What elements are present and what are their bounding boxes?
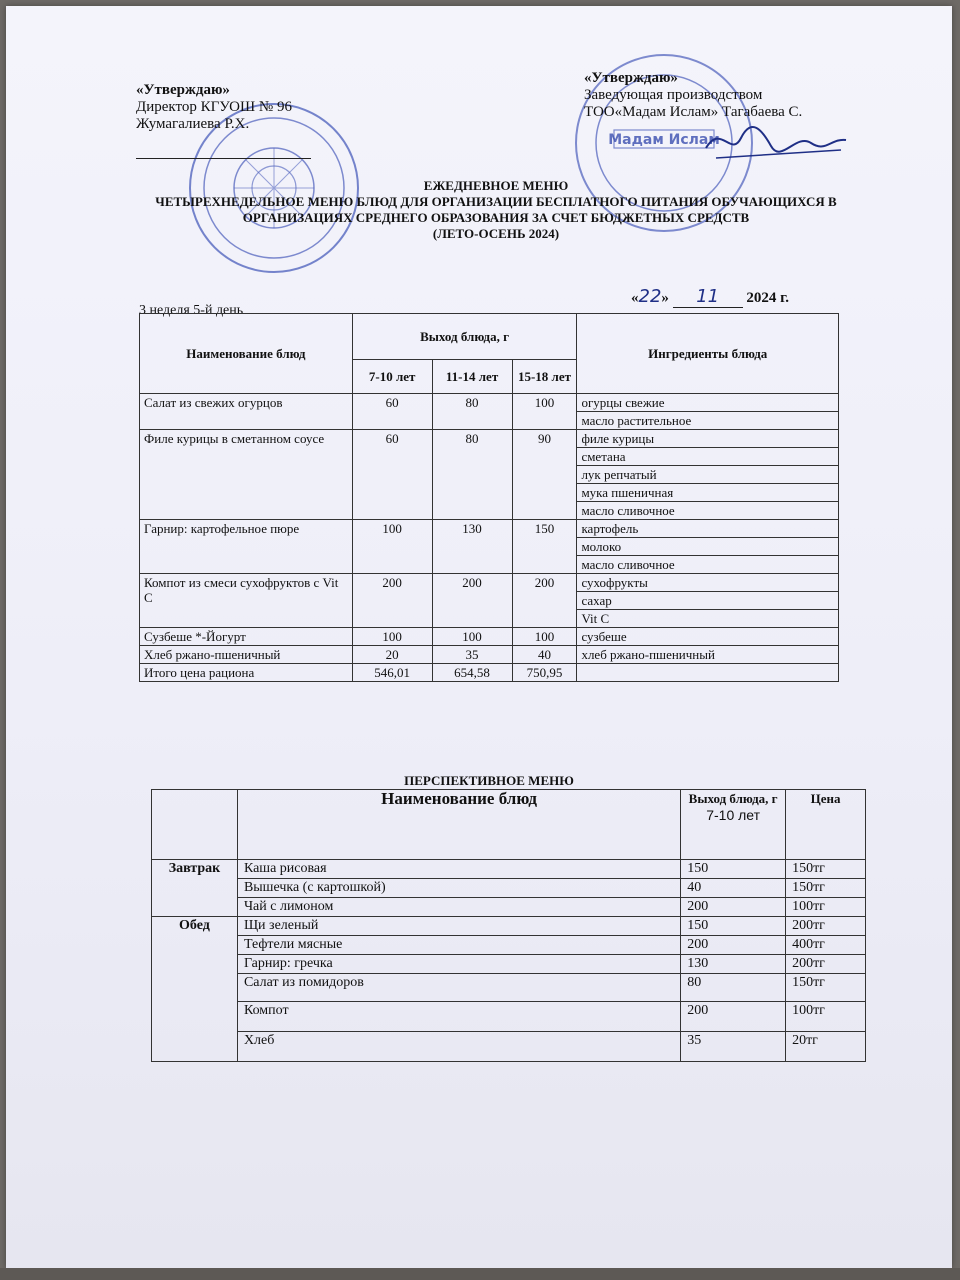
date-year: 2024 г. bbox=[746, 290, 790, 306]
dish-name: Компот из смеси сухофруктов с Vit C bbox=[140, 574, 353, 628]
dish-name: Тефтели мясные bbox=[237, 936, 680, 955]
approval-person: ТОО«Мадам Ислам» Тагабаева С. bbox=[584, 104, 803, 120]
dish-output: 80 bbox=[432, 430, 512, 520]
col-header-output: Выход блюда, г bbox=[352, 314, 577, 360]
table-row bbox=[152, 1002, 866, 1032]
dish-output: 100 bbox=[512, 628, 577, 646]
dish-output: 130 bbox=[681, 955, 786, 974]
dish-output: 200 bbox=[681, 936, 786, 955]
table-row bbox=[140, 430, 839, 448]
dish-output: 200 bbox=[512, 574, 577, 628]
dish-name: Хлеб bbox=[237, 1032, 680, 1062]
ingredient: масло сливочное bbox=[577, 502, 839, 520]
dish-price: 400тг bbox=[786, 936, 866, 955]
daily-menu-table bbox=[139, 313, 839, 682]
dish-output: 80 bbox=[681, 974, 786, 1002]
empty-header-cell bbox=[152, 790, 238, 860]
perspective-menu-title: ПЕРСПЕКТИВНОЕ МЕНЮ bbox=[404, 773, 574, 788]
table-row bbox=[152, 898, 866, 917]
table-row bbox=[152, 974, 866, 1002]
dish-name: Филе курицы в сметанном соусе bbox=[140, 430, 353, 520]
dish-output: 150 bbox=[681, 860, 786, 879]
dish-output: 35 bbox=[681, 1032, 786, 1062]
ingredient: мука пшеничная bbox=[577, 484, 839, 502]
document-title bbox=[146, 178, 846, 242]
empty-cell bbox=[577, 664, 839, 682]
dish-output: 100 bbox=[352, 520, 432, 574]
table-row bbox=[140, 628, 839, 646]
dish-price: 200тг bbox=[786, 917, 866, 936]
col-header-output bbox=[681, 790, 786, 860]
dish-name: Гарнир: картофельное пюре bbox=[140, 520, 353, 574]
table-row bbox=[152, 936, 866, 955]
dish-output: 200 bbox=[432, 574, 512, 628]
dish-output: 130 bbox=[432, 520, 512, 574]
meal-label: Обед bbox=[152, 917, 238, 1062]
date-field bbox=[631, 286, 846, 310]
col-header-name: Наименование блюд bbox=[140, 314, 353, 394]
ingredient: лук репчатый bbox=[577, 466, 839, 484]
dish-price: 150тг bbox=[786, 879, 866, 898]
dish-output: 60 bbox=[352, 430, 432, 520]
approval-heading: «Утверждаю» bbox=[136, 82, 230, 98]
dish-price: 150тг bbox=[786, 860, 866, 879]
approval-person: Жумагалиева Р.Х. bbox=[136, 116, 250, 132]
dish-price: 100тг bbox=[786, 1002, 866, 1032]
table-row bbox=[152, 879, 866, 898]
dish-output: 40 bbox=[681, 879, 786, 898]
dish-output: 80 bbox=[432, 394, 512, 430]
col-header-age: 11-14 лет bbox=[432, 360, 512, 394]
total-row bbox=[140, 664, 839, 682]
dish-name: Гарнир: гречка bbox=[237, 955, 680, 974]
dish-output: 100 bbox=[512, 394, 577, 430]
signature-icon bbox=[701, 118, 851, 168]
col-header-price: Цена bbox=[786, 790, 866, 860]
dish-output: 200 bbox=[681, 898, 786, 917]
ingredient: филе курицы bbox=[577, 430, 839, 448]
title-line: (ЛЕТО-ОСЕНЬ 2024) bbox=[432, 226, 560, 241]
approval-block-right bbox=[584, 70, 802, 121]
age-label: 7-10 лет bbox=[706, 807, 761, 823]
dish-output: 200 bbox=[681, 1002, 786, 1032]
ingredient: хлеб ржано-пшеничный bbox=[577, 646, 839, 664]
col-header-age: 15-18 лет bbox=[512, 360, 577, 394]
table-row bbox=[140, 520, 839, 538]
ingredient: сухофрукты bbox=[577, 574, 839, 592]
date-month: 11 bbox=[696, 286, 720, 307]
dish-name: Сузбеше *-Йогурт bbox=[140, 628, 353, 646]
approval-position: Заведующая производством bbox=[584, 87, 763, 103]
dish-output: 150 bbox=[681, 917, 786, 936]
ingredient: молоко bbox=[577, 538, 839, 556]
col-header-age: 7-10 лет bbox=[352, 360, 432, 394]
dish-price: 200тг bbox=[786, 955, 866, 974]
approval-heading: «Утверждаю» bbox=[584, 70, 678, 86]
dish-output: 150 bbox=[512, 520, 577, 574]
dish-name: Компот bbox=[237, 1002, 680, 1032]
col-header-name: Наименование блюд bbox=[237, 790, 680, 860]
stamp-right-text: Мадам Ислам bbox=[608, 132, 720, 148]
table-row bbox=[152, 917, 866, 936]
signature-line bbox=[136, 158, 311, 159]
dish-output: 35 bbox=[432, 646, 512, 664]
dish-output: 40 bbox=[512, 646, 577, 664]
date-quote: » bbox=[661, 290, 669, 306]
dish-output: 60 bbox=[352, 394, 432, 430]
title-line: ЧЕТЫРЕХНЕДЕЛЬНОЕ МЕНЮ БЛЮД ДЛЯ ОРГАНИЗАЦИИ БЕСПЛАТНОГО ПИТАНИЯ ОБУЧАЮЩИХСЯ В ОРГАНИЗАЦИЯХ СРЕДНЕГО ОБРАЗОВАНИЯ ЗА СЧЕТ БЮДЖЕТНЫХ СРЕДСТВ bbox=[155, 194, 837, 225]
perspective-menu-table bbox=[151, 789, 866, 1062]
dish-output: 100 bbox=[352, 628, 432, 646]
ingredient: сметана bbox=[577, 448, 839, 466]
dish-name: Салат из свежих огурцов bbox=[140, 394, 353, 430]
date-day: 22 bbox=[638, 286, 662, 307]
dish-price: 150тг bbox=[786, 974, 866, 1002]
ingredient: сахар bbox=[577, 592, 839, 610]
dish-name: Хлеб ржано-пшеничный bbox=[140, 646, 353, 664]
dish-name: Каша рисовая bbox=[237, 860, 680, 879]
title-line: ЕЖЕДНЕВНОЕ МЕНЮ bbox=[423, 178, 569, 193]
col-header-ingredients: Ингредиенты блюда bbox=[577, 314, 839, 394]
ingredient: картофель bbox=[577, 520, 839, 538]
approval-block-left bbox=[136, 82, 292, 133]
dish-name: Щи зеленый bbox=[237, 917, 680, 936]
ingredient: Vit C bbox=[577, 610, 839, 628]
week-day-label: 3 неделя 5-й день bbox=[139, 303, 244, 318]
output-label: Выход блюда, г bbox=[688, 791, 778, 806]
document-page bbox=[6, 6, 952, 1268]
dish-name: Вышечка (с картошкой) bbox=[237, 879, 680, 898]
date-quote: « bbox=[631, 290, 639, 306]
dish-name: Салат из помидоров bbox=[237, 974, 680, 1002]
table-row bbox=[152, 1032, 866, 1062]
table-row bbox=[152, 955, 866, 974]
ingredient: масло растительное bbox=[577, 412, 839, 430]
desk-surface bbox=[0, 1268, 960, 1280]
ingredient: огурцы свежие bbox=[577, 394, 839, 412]
dish-output: 100 bbox=[432, 628, 512, 646]
total-value: 546,01 bbox=[352, 664, 432, 682]
ingredient: сузбеше bbox=[577, 628, 839, 646]
dish-output: 20 bbox=[352, 646, 432, 664]
dish-name: Чай с лимоном bbox=[237, 898, 680, 917]
table-row bbox=[140, 574, 839, 592]
meal-label: Завтрак bbox=[152, 860, 238, 917]
approval-position: Директор КГУОШ № 96 bbox=[136, 99, 292, 115]
table-row bbox=[140, 646, 839, 664]
dish-price: 100тг bbox=[786, 898, 866, 917]
table-row bbox=[140, 394, 839, 412]
total-value: 750,95 bbox=[512, 664, 577, 682]
total-value: 654,58 bbox=[432, 664, 512, 682]
ingredient: масло сливочное bbox=[577, 556, 839, 574]
dish-output: 90 bbox=[512, 430, 577, 520]
table-row bbox=[152, 860, 866, 879]
dish-output: 200 bbox=[352, 574, 432, 628]
dish-price: 20тг bbox=[786, 1032, 866, 1062]
total-label: Итого цена рациона bbox=[140, 664, 353, 682]
